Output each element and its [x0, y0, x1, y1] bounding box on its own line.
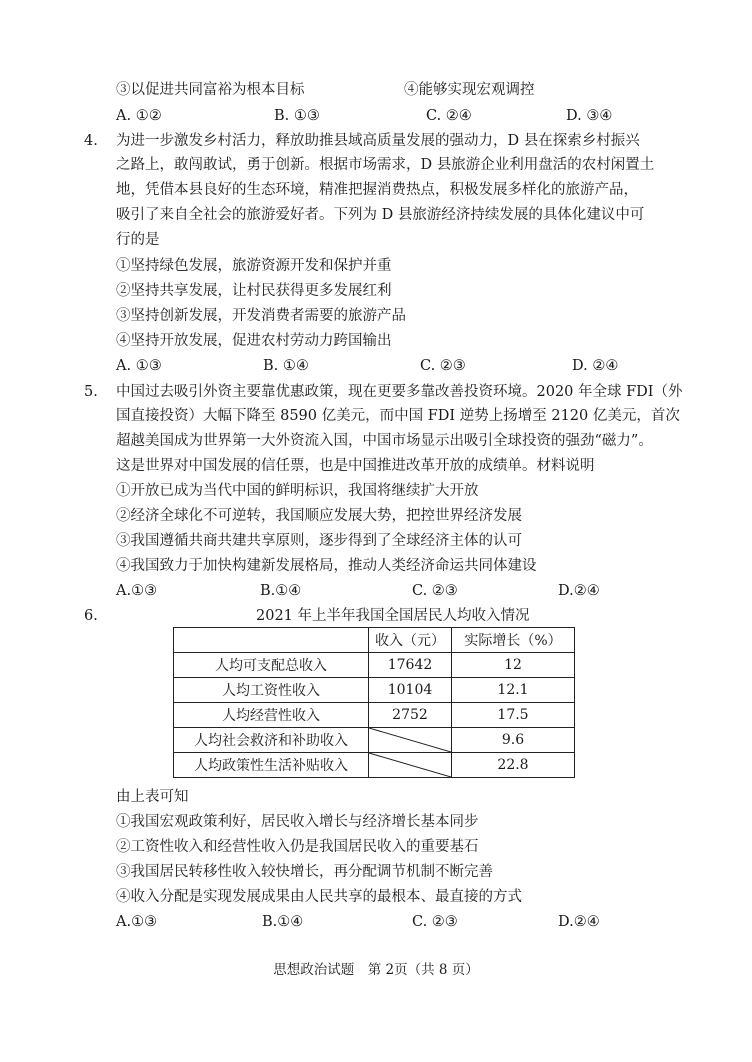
q4-statement-3: ③坚持创新发展，开发消费者需要的旅游产品 [116, 308, 406, 324]
table-header-cell: 实际增长（%） [452, 628, 575, 653]
table-cell: 人均工资性收入 [174, 678, 369, 703]
q4-option-b: B. ①④ [263, 358, 309, 374]
q4-statement-1: ①坚持绿色发展，旅游资源开发和保护并重 [116, 258, 392, 274]
table-cell: 10104 [369, 678, 452, 703]
table-cell: 人均可支配总收入 [174, 653, 369, 678]
table-row [174, 678, 575, 703]
q3-option-c: C. ②④ [426, 108, 472, 124]
q6-statement-1: ①我国宏观政策利好，居民收入增长与经济增长基本同步 [116, 814, 479, 830]
q6-option-d: D.②④ [558, 914, 600, 930]
q5-stem-line: 国直接投资）大幅下降至 8590 亿美元，而中国 FDI 逆势上扬增至 2120 亿美元，首次 [116, 408, 680, 424]
q5-option-d: D.②④ [558, 583, 600, 599]
table-row [174, 753, 575, 778]
q5-statement-4: ④我国致力于加快构建新发展格局，推动人类经济命运共同体建设 [116, 558, 537, 574]
q4-stem-line: 为进一步激发乡村活力，释放助推县域高质量发展的强动力，D 县在探索乡村振兴 [116, 133, 640, 149]
diagonal-empty-cell [369, 728, 452, 753]
q6-statement-2: ②工资性收入和经营性收入仍是我国居民收入的重要基石 [116, 839, 479, 855]
table-cell: 17642 [369, 653, 452, 678]
q6-number: 6. [84, 608, 98, 624]
q6-option-c: C. ②③ [412, 914, 458, 930]
q3-statement-4: ④能够实现宏观调控 [404, 82, 535, 98]
diagonal-line-icon [369, 753, 451, 777]
q5-stem-line: 这是世界对中国发展的信任票，也是中国推进改革开放的成绩单。材料说明 [116, 458, 595, 474]
q4-stem-line: 行的是 [116, 232, 160, 248]
diagonal-empty-cell [369, 753, 452, 778]
q5-statement-2: ②经济全球化不可逆转，我国顺应发展大势，把控世界经济发展 [116, 508, 522, 524]
q3-option-b: B. ①③ [274, 108, 320, 124]
q5-stem-line: 中国过去吸引外资主要靠优惠政策，现在更要多靠改善投资环境。2020 年全球 FDI（外 [116, 384, 683, 400]
q4-number: 4. [84, 133, 98, 149]
diagonal-line-icon [369, 728, 451, 752]
table-row [174, 703, 575, 728]
q5-option-b: B.①④ [260, 583, 302, 599]
table-header-cell [174, 628, 369, 653]
table-cell: 9.6 [452, 728, 575, 753]
q4-statement-4: ④坚持开放发展，促进农村劳动力跨国输出 [116, 333, 392, 349]
q3-statement-3: ③以促进共同富裕为根本目标 [116, 82, 305, 98]
table-row [174, 653, 575, 678]
table-cell: 2752 [369, 703, 452, 728]
table-cell: 22.8 [452, 753, 575, 778]
q5-statement-1: ①开放已成为当代中国的鲜明标识，我国将继续扩大开放 [116, 483, 479, 499]
q6-option-b: B.①④ [262, 914, 304, 930]
income-table [173, 627, 575, 778]
q5-number: 5. [84, 384, 98, 400]
table-cell: 人均政策性生活补贴收入 [174, 753, 369, 778]
q4-option-d: D. ②④ [572, 358, 619, 374]
table-cell: 17.5 [452, 703, 575, 728]
q6-statement-4: ④收入分配是实现发展成果由人民共享的最根本、最直接的方式 [116, 889, 522, 905]
table-cell: 12.1 [452, 678, 575, 703]
q3-option-a: A. ①② [116, 108, 162, 124]
q6-option-a: A.①③ [116, 914, 158, 930]
q5-statement-3: ③我国遵循共商共建共享原则，逐步得到了全球经济主体的认可 [116, 533, 522, 549]
q4-option-a: A. ①③ [116, 358, 162, 374]
q6-lead: 由上表可知 [116, 789, 189, 805]
table-row [174, 728, 575, 753]
table-cell: 12 [452, 653, 575, 678]
table-header-row [174, 628, 575, 653]
q4-statement-2: ②坚持共享发展，让村民获得更多发展红利 [116, 283, 392, 299]
q6-statement-3: ③我国居民转移性收入较快增长，再分配调节机制不断完善 [116, 864, 493, 880]
q4-stem-line: 吸引了来自全社会的旅游爱好者。下列为 D 县旅游经济持续发展的具体化建议中可 [116, 207, 645, 223]
q3-option-d: D. ③④ [566, 108, 613, 124]
table-header-cell: 收入（元） [369, 628, 452, 653]
q4-option-c: C. ②③ [420, 358, 466, 374]
q4-stem-line: 地，凭借本县良好的生态环境，精准把握消费热点，积极发展多样化的旅游产品， [116, 182, 638, 198]
q5-stem-line: 超越美国成为世界第一大外资流入国，中国市场显示出吸引全球投资的强劲“磁力”。 [116, 433, 653, 449]
q5-option-a: A.①③ [116, 583, 158, 599]
table-title: 2021 年上半年我国全国居民人均收入情况 [256, 608, 530, 624]
page-footer: 思想政治试题 第 2页（共 8 页） [273, 962, 479, 978]
q5-option-c: C. ②③ [412, 583, 458, 599]
table-cell: 人均经营性收入 [174, 703, 369, 728]
table-cell: 人均社会救济和补助收入 [174, 728, 369, 753]
q4-stem-line: 之路上，敢闯敢试，勇于创新。根据市场需求，D 县旅游企业利用盘活的农村闲置土 [116, 157, 655, 173]
